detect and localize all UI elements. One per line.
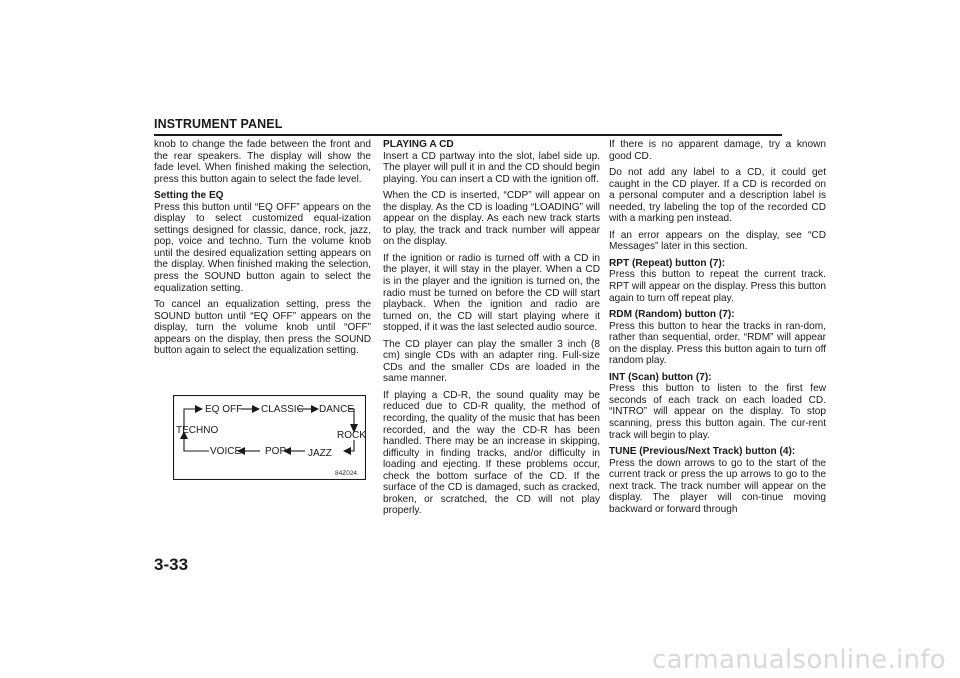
column-right [609,139,826,515]
subheading-setting-eq: Setting the EQ [154,190,224,202]
paragraph: To cancel an equalization setting, press the SOUND button until “EQ OFF” appears on the display, turn the volume knob until “OFF” appears on the display, then press the SOUND button again to select the equalization setting. [154,299,371,357]
arrowhead [252,405,260,413]
paragraph: knob to change the fade between the front and the rear speakers. The display will show the fade level. When finished making the selection, press this button again to select the fade level. [154,139,371,185]
eq-cycle-diagram [173,395,366,480]
paragraph-text: Press this button to repeat the current track. RPT will appear on the display. Press this button again to turn off repeat play. [609,269,826,304]
subheading-tune-button: TUNE (Previous/Next Track) button (4): [609,446,796,458]
label-dance: DANCE [319,404,355,415]
label-classic: CLASSIC [261,404,304,415]
paragraph [609,372,826,441]
paragraph-text: Insert a CD partway into the slot, label side up. The player will pull it in and the CD should begin playing. You can insert a CD with the ignition off. [383,150,600,185]
column-middle [383,139,600,517]
paragraph [154,190,371,294]
header-rule [154,134,782,136]
paragraph: The CD player can play the smaller 3 inch (8 cm) single CDs with an adapter ring. Full-size CDs and the smaller CDs are loaded in the same manner. [383,338,600,385]
paragraph: If an error appears on the display, see “CD Messages” later in this section. [609,229,826,253]
paragraph [609,258,826,304]
label-rock: ROCK [337,430,366,441]
paragraph: If playing a CD-R, the sound quality may be reduced due to CD-R quality, the method of recording, the quality of the music that has been recorded, and the way the CD-R has been handled. There may be an increase in skipping, difficulty in finding tracks, and/or difficulty in loading and ejecting. If these problems occur, check the bottom surface of the CD. If the surface of the CD is damaged, such as cracked, broken, or scratched, the CD will not play properly. [383,389,600,517]
paragraph: When the CD is inserted, “CDP” will appear on the display. As the CD is loading “LOADING” will appear on the display. As each new track starts to play, the track and track number will appear on the display. [383,190,600,248]
arrowhead [343,447,351,455]
paragraph [383,139,600,185]
label-techno: TECHNO [176,425,219,436]
label-eq-off: EQ OFF [205,404,243,415]
column-left [154,139,371,357]
subheading-rdm-button: RDM (Random) button (7): [609,309,735,321]
arrow-rock-to-jazz [351,440,354,451]
paragraph [609,309,826,367]
label-pop: POP [265,446,287,457]
paragraph-text: Press this button to listen to the first few seconds of each track on each loaded CD. “INTRO” will appear on the display. To stop scanning, press this button again. The cur-rent track will begin to play. [609,383,826,441]
subheading-playing-cd: PLAYING A CD [383,139,454,150]
paragraph-text: Press the down arrows to go to the start of the current track or press the up arrows to go to the next track. The track number will appear on the display. The player will con-tinue moving backward or forward through [609,457,826,515]
paragraph-text: Press this button to hear the tracks in ran-dom, rather than sequential, order. “RDM” will appear on the display. Press this button again to turn off random play. [609,320,826,367]
arrowhead [311,405,319,413]
arrowhead [195,405,203,413]
watermark: carmanualsonline.info [651,645,946,675]
page-number: 3-33 [154,555,189,574]
section-header: INSTRUMENT PANEL [154,117,283,131]
subheading-rpt-button: RPT (Repeat) button (7): [609,257,726,269]
paragraph: Do not add any label to a CD, it could get caught in the CD player. If a CD is recorded on a personal computer and a description label is needed, try labeling the top of the recorded CD with a marking pen instead. [609,167,826,225]
subheading-int-button: INT (Scan) button (7): [609,371,712,383]
figure-code: 84Z024 [335,470,358,477]
label-voice: VOICE [210,446,242,457]
label-jazz: JAZZ [308,448,332,459]
paragraph: If there is no apparent damage, try a known good CD. [609,139,826,162]
paragraph [609,446,826,515]
arrow-voice-to-techno [184,439,209,451]
paragraph: If the ignition or radio is turned off with a CD in the player, it will stay in the player. When a CD is in the player and the ignition is turned on, the radio must be turned on before the CD will start playback. When the ignition and radio are turned on, the CD will start playing where it stopped, if it was the last selected audio source. [383,252,600,334]
paragraph-text: Press this button until “EQ OFF” appears on the display to select customized equal-ization settings designed for classic, dance, rock, jazz, pop, voice and techno. Turn the volume knob until the desired equalization setting appears on the display. When finished making the selection, press the SOUND button again to select the equalization setting. [154,201,371,294]
